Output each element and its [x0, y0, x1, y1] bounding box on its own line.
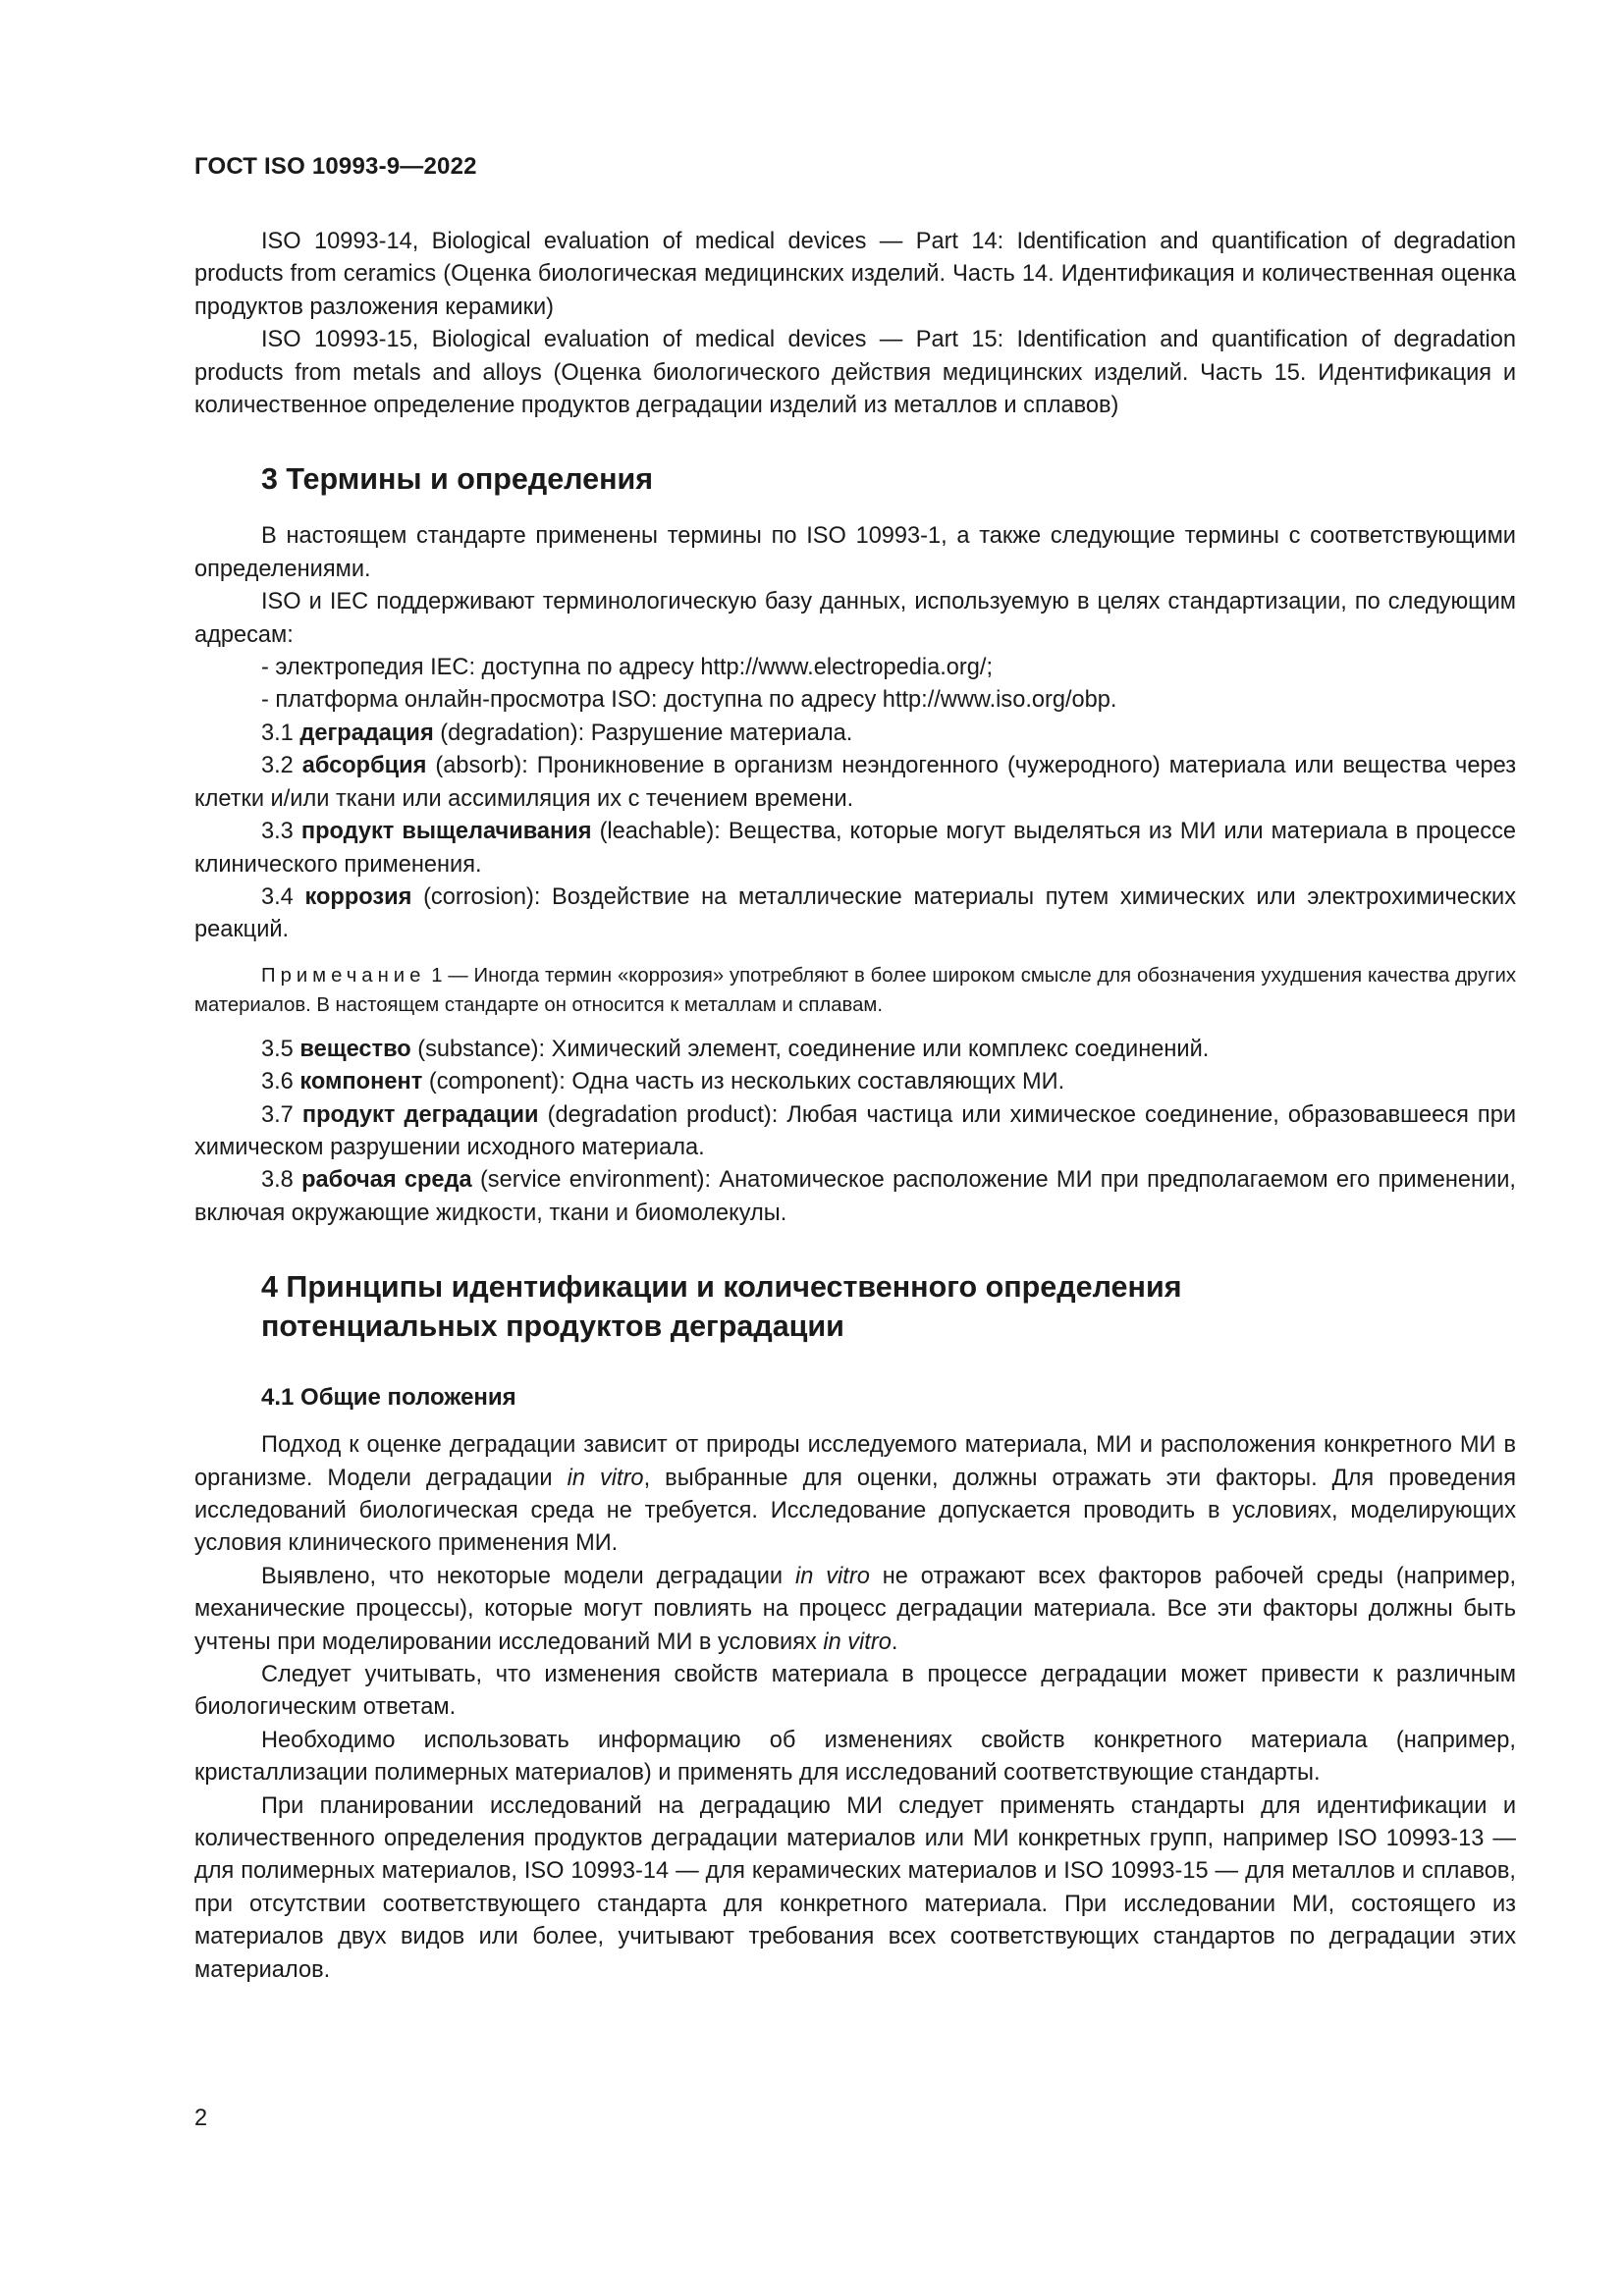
- section-3-heading: 3 Термины и определения: [261, 462, 654, 497]
- term-3-4: [194, 881, 1516, 947]
- section-3-intro-2: ISO и IEC поддерживают терминологическую базу данных, используемую в целях стандартизации, по следующим адресам:: [194, 589, 1516, 648]
- section-4-paragraph-1: Подход к оценке деградации зависит от природы исследуемого материала, МИ и расположения конкретного МИ в организме. Модели деградации in vitro, выбранные для оценки, должны отражать эти факторы. Для проведения исследований биологическая среда не требуется. Исследование допускается проводить в условиях, моделирующих условия клинического применения МИ.: [194, 1432, 1516, 1557]
- section-3-intro-1: В настоящем стандарте применены термины по ISO 10993-1, а также следующие термины с соответствующими определениями.: [194, 523, 1516, 582]
- term-definition: (absorb): Проникновение в организм неэндогенного (чужеродного) материала или вещества через клетки и/или ткани или ассимиляция их с течением времени.: [194, 753, 1517, 812]
- term-3-8: [194, 1164, 1516, 1230]
- term-number: 3.3: [261, 819, 294, 845]
- document-header: ГОСТ ISO 10993-9—2022: [194, 153, 477, 180]
- section-4-paragraph-5: При планировании исследований на деградацию МИ следует применять стандарты для идентификации и количественного определения продуктов деградации материалов или МИ конкретных групп, например ISO 10993-13 — для полимерных материалов, ISO 10993-14 — для керамических материалов и ISO 10993-15 — для металлов и сплавов, при отсутствии соответствующего стандарта для конкретного материала. При исследовании МИ, состоящего из материалов двух видов или более, учитывают требования всех соответствующих стандартов по деградации этих материалов.: [194, 1792, 1516, 1983]
- term-name: деградация: [299, 720, 434, 746]
- note-text: 1 — Иногда термин «коррозия» употребляют в более широком смысле для обозначения ухудшения качества других материалов. В настоящем стандарте он относится к металлам и сплавам.: [194, 964, 1516, 1016]
- term-definition: (corrosion): Воздействие на металлические материалы путем химических или электрохимических реакций.: [194, 883, 1516, 943]
- term-definition: (service environment): Анатомическое расположение МИ при предполагаемом его применении, включая окружающие жидкости, ткани и биомолекулы.: [194, 1167, 1516, 1226]
- term-name: рабочая среда: [301, 1167, 472, 1194]
- term-definition: (substance): Химический элемент, соединение или комплекс соединений.: [417, 1036, 1210, 1062]
- address-iso-obp: - платформа онлайн-просмотра ISO: доступна по адресу http://www.iso.org/obp.: [261, 687, 1117, 714]
- term-3-6: [194, 1066, 1516, 1098]
- term-name: коррозия: [304, 883, 412, 910]
- term-definition: (degradation): Разрушение материала.: [440, 720, 853, 746]
- term-name: компонент: [299, 1069, 423, 1095]
- term-3-3: [194, 816, 1516, 881]
- in-vitro-term: in vitro: [567, 1465, 644, 1491]
- address-electropedia: - электропедия IEC: доступна по адресу http://www.electropedia.org/;: [261, 655, 994, 681]
- term-3-7: [194, 1099, 1516, 1165]
- term-definition: (degradation product): Любая частица или химическое соединение, образовавшееся при химическом разрушении исходного материала.: [194, 1101, 1516, 1160]
- term-number: 3.8: [261, 1167, 294, 1194]
- ref-iso-10993-15: ISO 10993-15, Biological evaluation of medical devices — Part 15: Identification and quantification of degradation products from metals and alloys (Оценка биологического действия медицинских изделий. Часть 15. Идентификация и количественное определение продуктов деградации изделий из металлов и сплавов): [194, 327, 1516, 419]
- note-label: Примечание: [261, 964, 426, 987]
- page-content: [194, 226, 1516, 1987]
- term-number: 3.6: [261, 1069, 294, 1095]
- term-3-1: [194, 718, 1516, 750]
- subsection-4-1-heading: 4.1 Общие положения: [261, 1384, 516, 1412]
- term-3-2: [194, 750, 1516, 816]
- term-name: абсорбция: [301, 753, 427, 779]
- term-definition: (component): Одна часть из нескольких составляющих МИ.: [428, 1069, 1065, 1095]
- term-number: 3.5: [261, 1036, 294, 1062]
- section-4-heading: [261, 1267, 1516, 1346]
- note-1: [194, 961, 1516, 1020]
- section-4-paragraph-3: Следует учитывать, что изменения свойств материала в процессе деградации может привести к различным биологическим ответам.: [194, 1662, 1516, 1721]
- section-4-heading-line-2: потенциальных продуктов деградации: [261, 1309, 844, 1344]
- term-number: 3.1: [261, 720, 294, 746]
- section-4-paragraph-2: Выявлено, что некоторые модели деградации in vitro не отражают всех факторов рабочей среды (например, механические процессы), которые могут повлиять на процесс деградации материала. Все эти факторы должны быть учтены при моделировании исследований МИ в условиях in vitro.: [194, 1563, 1517, 1655]
- term-number: 3.7: [261, 1101, 294, 1128]
- term-name: продукт деградации: [301, 1101, 539, 1128]
- term-number: 3.2: [261, 753, 294, 779]
- in-vitro-term: in vitro: [795, 1563, 870, 1589]
- term-number: 3.4: [261, 883, 294, 910]
- term-definition: (leachable): Вещества, которые могут выделяться из МИ или материала в процессе клинического применения.: [194, 819, 1516, 878]
- ref-iso-10993-14: ISO 10993-14, Biological evaluation of medical devices — Part 14: Identification and quantification of degradation products from ceramics (Оценка биологическая медицинских изделий. Часть 14. Идентификация и количественная оценка продуктов разложения керамики): [194, 229, 1516, 320]
- section-4-paragraph-4: Необходимо использовать информацию об изменениях свойств конкретного материала (например, кристаллизации полимерных материалов) и применять для исследований соответствующие стандарты.: [194, 1727, 1516, 1787]
- term-3-5: [194, 1034, 1516, 1066]
- term-name: продукт выщелачивания: [300, 819, 592, 845]
- section-4-heading-line-1: 4 Принципы идентификации и количественного определения: [261, 1270, 1182, 1305]
- page-number: 2: [194, 2106, 208, 2131]
- term-name: вещество: [299, 1036, 411, 1062]
- in-vitro-term: in vitro: [823, 1629, 892, 1655]
